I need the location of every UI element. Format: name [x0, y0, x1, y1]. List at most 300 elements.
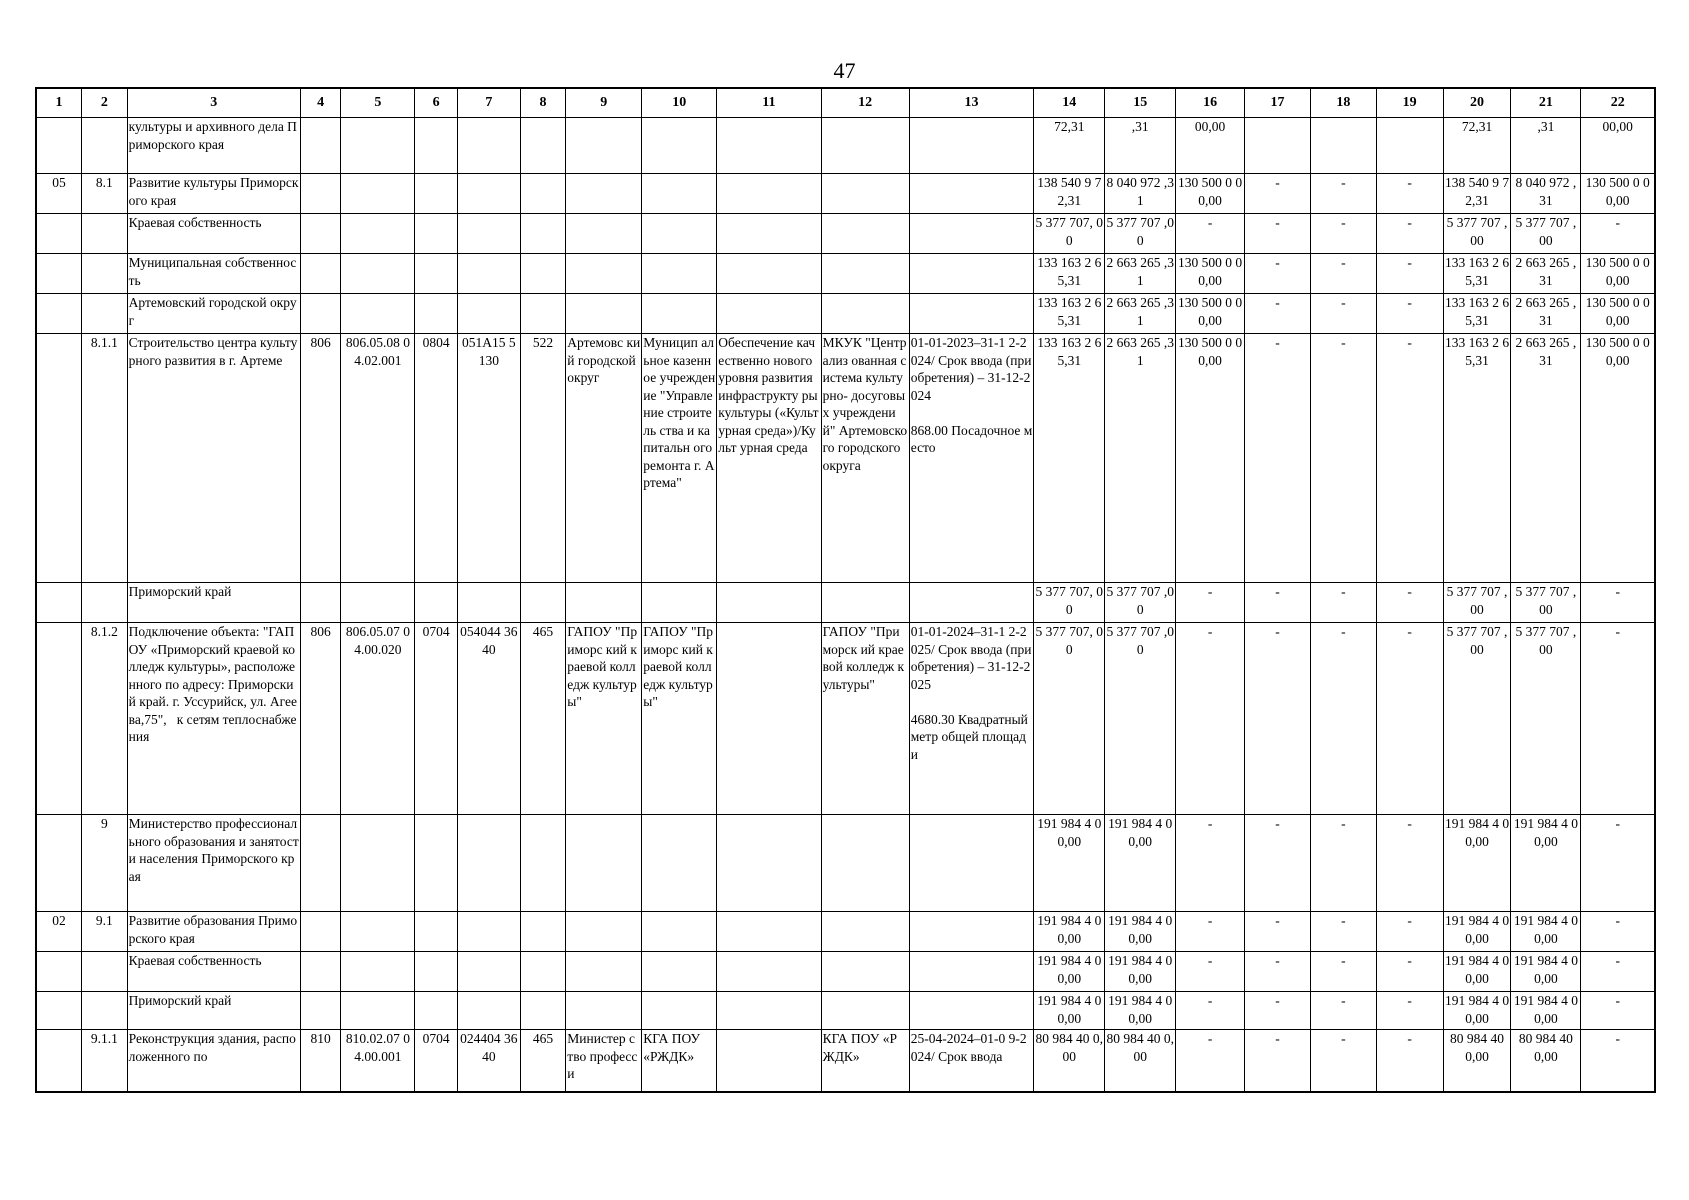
table-cell	[520, 992, 566, 1030]
table-cell	[457, 912, 520, 952]
table-cell	[717, 952, 821, 992]
table-cell	[909, 583, 1034, 623]
table-cell: -	[1176, 952, 1245, 992]
table-cell: Приморский край	[127, 583, 300, 623]
table-cell: 9.1	[82, 912, 128, 952]
table-cell: 054044 3640	[457, 623, 520, 815]
table-cell	[717, 815, 821, 912]
table-cell: Строительство центра культурного развития в г. Артеме	[127, 334, 300, 583]
table-cell: 8.1.1	[82, 334, 128, 583]
table-cell	[457, 118, 520, 174]
table-cell	[36, 334, 82, 583]
table-cell: -	[1376, 214, 1443, 254]
table-row	[36, 912, 1655, 952]
table-cell	[300, 583, 341, 623]
table-cell: -	[1310, 952, 1376, 992]
table-cell	[415, 294, 458, 334]
table-cell	[457, 174, 520, 214]
table-cell: Муниципальная собственность	[127, 254, 300, 294]
table-cell	[520, 952, 566, 992]
table-cell	[717, 174, 821, 214]
column-header: 3	[127, 88, 300, 118]
table-cell	[821, 815, 909, 912]
column-header: 15	[1105, 88, 1176, 118]
table-cell: 5 377 707 ,00	[1511, 214, 1581, 254]
table-cell: ,31	[1105, 118, 1176, 174]
table-cell: -	[1310, 623, 1376, 815]
column-header: 5	[341, 88, 415, 118]
table-cell	[36, 214, 82, 254]
table-cell	[642, 174, 717, 214]
table-cell: 806.05.08 04.02.001	[341, 334, 415, 583]
table-cell: 80 984 40 0,00	[1511, 1030, 1581, 1092]
table-cell: -	[1245, 815, 1311, 912]
column-header: 8	[520, 88, 566, 118]
table-cell	[36, 583, 82, 623]
table-cell	[909, 174, 1034, 214]
column-header: 17	[1245, 88, 1311, 118]
investment-table	[35, 87, 1656, 1093]
table-cell: КГА ПОУ «РЖДК»	[642, 1030, 717, 1092]
table-cell: -	[1245, 334, 1311, 583]
table-cell: 191 984 4 00,00	[1034, 992, 1105, 1030]
table-cell	[1376, 118, 1443, 174]
table-cell: 133 163 2 65,31	[1443, 294, 1511, 334]
table-row	[36, 952, 1655, 992]
table-cell	[909, 254, 1034, 294]
table-row	[36, 583, 1655, 623]
table-cell	[457, 952, 520, 992]
page-number: 47	[833, 58, 856, 83]
table-cell: -	[1245, 912, 1311, 952]
table-cell	[341, 815, 415, 912]
table-cell: 191 984 4 00,00	[1511, 815, 1581, 912]
column-header: 20	[1443, 88, 1511, 118]
table-cell	[341, 174, 415, 214]
table-cell: 02	[36, 912, 82, 952]
table-cell: 191 984 4 00,00	[1105, 912, 1176, 952]
table-cell: Артемовс кий городской округ	[566, 334, 642, 583]
table-cell	[341, 254, 415, 294]
table-cell: 9	[82, 815, 128, 912]
table-row	[36, 214, 1655, 254]
table-cell: 191 984 4 00,00	[1511, 912, 1581, 952]
table-cell: 191 984 4 00,00	[1105, 815, 1176, 912]
table-cell	[82, 294, 128, 334]
table-cell	[520, 174, 566, 214]
table-cell: -	[1376, 334, 1443, 583]
table-cell	[341, 118, 415, 174]
table-row	[36, 992, 1655, 1030]
column-header: 13	[909, 88, 1034, 118]
table-cell: ГАПОУ "Приморск ий краевой колледж культуры"	[821, 623, 909, 815]
table-cell: 00,00	[1176, 118, 1245, 174]
table-cell: 465	[520, 1030, 566, 1092]
table-row	[36, 1030, 1655, 1092]
table-cell	[642, 992, 717, 1030]
table-cell	[341, 294, 415, 334]
table-cell	[821, 174, 909, 214]
table-cell: 0804	[415, 334, 458, 583]
table-cell: 130 500 0 00,00	[1581, 334, 1655, 583]
table-cell: 00,00	[1581, 118, 1655, 174]
table-cell	[82, 214, 128, 254]
table-cell	[300, 118, 341, 174]
table-cell: Обеспечение качественно нового уровня развития инфраструкту ры культуры («Культурная среда»)/Культ урная среда	[717, 334, 821, 583]
table-cell: 130 500 0 00,00	[1176, 334, 1245, 583]
table-cell: Приморский край	[127, 992, 300, 1030]
table-cell: 5 377 707 ,00	[1105, 623, 1176, 815]
header-row	[36, 88, 1655, 118]
table-cell	[909, 815, 1034, 912]
table-cell: 024404 3640	[457, 1030, 520, 1092]
table-cell	[717, 623, 821, 815]
table-cell: 191 984 4 00,00	[1034, 952, 1105, 992]
table-cell: Развитие культуры Приморского края	[127, 174, 300, 214]
column-header: 10	[642, 88, 717, 118]
table-row	[36, 174, 1655, 214]
table-cell: 522	[520, 334, 566, 583]
table-cell	[300, 815, 341, 912]
table-cell: 8.1	[82, 174, 128, 214]
table-cell	[457, 294, 520, 334]
table-cell: 051A15 5130	[457, 334, 520, 583]
table-cell	[717, 583, 821, 623]
table-cell: 191 984 4 00,00	[1511, 952, 1581, 992]
table-cell	[566, 214, 642, 254]
table-cell	[717, 294, 821, 334]
table-cell: -	[1581, 583, 1655, 623]
table-cell: 5 377 707 ,00	[1443, 583, 1511, 623]
table-cell	[1245, 118, 1311, 174]
table-cell: ГАПОУ "Приморс кий краевой колледж культуры"	[642, 623, 717, 815]
table-cell: 191 984 4 00,00	[1443, 912, 1511, 952]
table-cell: 8 040 972 ,31	[1105, 174, 1176, 214]
table-cell: Подключение объекта: "ГАПОУ «Приморский краевой колледж культуры», расположенного по адресу: Приморский край. г. Уссурийск, ул. Агеева,75", к сетям теплоснабжения	[127, 623, 300, 815]
table-cell: 01-01-2023–31-1 2-2024/ Срок ввода (приобретения) – 31-12-2024 868.00 Посадочное место	[909, 334, 1034, 583]
table-cell	[520, 118, 566, 174]
table-cell	[566, 912, 642, 952]
table-cell: 133 163 2 65,31	[1443, 254, 1511, 294]
column-header: 14	[1034, 88, 1105, 118]
table-cell	[415, 174, 458, 214]
table-cell: 810	[300, 1030, 341, 1092]
table-cell: -	[1176, 912, 1245, 952]
table-cell: 806	[300, 623, 341, 815]
table-row	[36, 118, 1655, 174]
table-cell: -	[1245, 992, 1311, 1030]
table-cell: 191 984 4 00,00	[1105, 992, 1176, 1030]
table-cell: 9.1.1	[82, 1030, 128, 1092]
table-cell	[341, 912, 415, 952]
table-cell	[300, 294, 341, 334]
table-cell: -	[1310, 992, 1376, 1030]
table-cell: 05	[36, 174, 82, 214]
table-cell: Министерство профессионального образования и занятости населения Приморского края	[127, 815, 300, 912]
table-cell: -	[1310, 815, 1376, 912]
table-cell: -	[1310, 294, 1376, 334]
table-cell: 138 540 9 72,31	[1443, 174, 1511, 214]
column-header: 4	[300, 88, 341, 118]
table-cell: -	[1581, 623, 1655, 815]
table-cell: Краевая собственность	[127, 952, 300, 992]
table-cell	[566, 254, 642, 294]
table-cell: -	[1376, 912, 1443, 952]
table-cell	[1310, 118, 1376, 174]
table-cell	[821, 294, 909, 334]
table-cell	[36, 992, 82, 1030]
table-cell	[82, 992, 128, 1030]
table-cell: 191 984 4 00,00	[1443, 992, 1511, 1030]
table-cell: 133 163 2 65,31	[1034, 254, 1105, 294]
table-cell	[300, 214, 341, 254]
table-cell: -	[1581, 815, 1655, 912]
table-cell	[300, 912, 341, 952]
table-cell: 191 984 4 00,00	[1443, 952, 1511, 992]
table-cell: 8 040 972 ,31	[1511, 174, 1581, 214]
table-cell	[36, 815, 82, 912]
table-cell	[566, 992, 642, 1030]
table-cell: 2 663 265 ,31	[1105, 254, 1176, 294]
table-cell	[457, 815, 520, 912]
table-cell: 130 500 0 00,00	[1176, 294, 1245, 334]
table-cell: МКУК "Централиз ованная система культурно- досуговых учреждени й" Артемовско го городского округа	[821, 334, 909, 583]
column-header: 21	[1511, 88, 1581, 118]
table-cell: 5 377 707 ,00	[1511, 583, 1581, 623]
table-cell	[82, 254, 128, 294]
table-cell	[566, 952, 642, 992]
table-cell: -	[1176, 623, 1245, 815]
table-cell	[821, 254, 909, 294]
table-cell	[341, 214, 415, 254]
table-cell	[821, 583, 909, 623]
table-cell: 191 984 4 00,00	[1443, 815, 1511, 912]
table-cell	[415, 815, 458, 912]
table-cell	[520, 214, 566, 254]
table-cell: -	[1581, 1030, 1655, 1092]
table-cell	[300, 952, 341, 992]
table-cell: 8.1.2	[82, 623, 128, 815]
table-cell	[36, 623, 82, 815]
table-cell	[821, 952, 909, 992]
table-cell: 2 663 265 ,31	[1105, 294, 1176, 334]
table-cell: 2 663 265 ,31	[1511, 294, 1581, 334]
table-cell: 80 984 40 0,00	[1443, 1030, 1511, 1092]
table-cell: -	[1581, 912, 1655, 952]
table-cell: 5 377 707 ,00	[1105, 583, 1176, 623]
table-cell	[717, 912, 821, 952]
table-cell: -	[1376, 952, 1443, 992]
table-row	[36, 623, 1655, 815]
column-header: 6	[415, 88, 458, 118]
table-cell	[36, 1030, 82, 1092]
table-cell	[36, 118, 82, 174]
table-cell: 191 984 4 00,00	[1105, 952, 1176, 992]
table-cell: -	[1581, 992, 1655, 1030]
table-cell: -	[1310, 174, 1376, 214]
table-cell: -	[1245, 214, 1311, 254]
table-cell	[36, 254, 82, 294]
table-cell	[717, 118, 821, 174]
table-cell: -	[1376, 815, 1443, 912]
column-header: 19	[1376, 88, 1443, 118]
table-cell	[82, 118, 128, 174]
table-cell: -	[1376, 1030, 1443, 1092]
table-cell: -	[1176, 214, 1245, 254]
table-cell	[457, 214, 520, 254]
table-cell: 2 663 265 ,31	[1511, 334, 1581, 583]
table-cell: -	[1581, 214, 1655, 254]
table-cell: 2 663 265 ,31	[1511, 254, 1581, 294]
table-cell: -	[1176, 583, 1245, 623]
table-cell	[717, 992, 821, 1030]
table-cell: 5 377 707, 00	[1034, 583, 1105, 623]
table-cell	[415, 912, 458, 952]
table-cell: 133 163 2 65,31	[1443, 334, 1511, 583]
table-cell	[82, 583, 128, 623]
table-cell	[909, 118, 1034, 174]
table-cell: -	[1245, 952, 1311, 992]
table-cell	[566, 174, 642, 214]
table-cell: -	[1376, 583, 1443, 623]
table-cell	[642, 214, 717, 254]
table-cell	[717, 1030, 821, 1092]
table-cell: КГА ПОУ «РЖДК»	[821, 1030, 909, 1092]
table-cell: 72,31	[1443, 118, 1511, 174]
column-header: 2	[82, 88, 128, 118]
column-header: 11	[717, 88, 821, 118]
table-cell: 130 500 0 00,00	[1581, 294, 1655, 334]
table-cell	[821, 118, 909, 174]
table-cell: -	[1310, 912, 1376, 952]
table-cell: 80 984 40 0,00	[1034, 1030, 1105, 1092]
table-cell: 5 377 707 ,00	[1443, 214, 1511, 254]
table-cell: 810.02.07 04.00.001	[341, 1030, 415, 1092]
table-cell	[341, 992, 415, 1030]
table-cell: -	[1310, 334, 1376, 583]
table-cell	[642, 952, 717, 992]
table-cell: -	[1310, 254, 1376, 294]
table-cell: Краевая собственность	[127, 214, 300, 254]
table-cell	[566, 815, 642, 912]
table-cell: 465	[520, 623, 566, 815]
table-cell	[520, 583, 566, 623]
table-cell	[717, 254, 821, 294]
table-cell	[821, 912, 909, 952]
table-cell: 80 984 40 0,00	[1105, 1030, 1176, 1092]
table-cell	[415, 952, 458, 992]
table-cell	[821, 992, 909, 1030]
table-cell: ,31	[1511, 118, 1581, 174]
table-cell: Развитие образования Приморского края	[127, 912, 300, 952]
table-cell	[415, 992, 458, 1030]
table-cell	[341, 952, 415, 992]
table-cell: 138 540 9 72,31	[1034, 174, 1105, 214]
table-cell: 5 377 707, 00	[1034, 214, 1105, 254]
table-cell: -	[1310, 214, 1376, 254]
table-cell: 5 377 707 ,00	[1511, 623, 1581, 815]
table-cell: 191 984 4 00,00	[1511, 992, 1581, 1030]
table-cell: 191 984 4 00,00	[1034, 815, 1105, 912]
table-cell	[821, 214, 909, 254]
table-cell	[566, 294, 642, 334]
table-cell	[457, 583, 520, 623]
table-cell: 01-01-2024–31-1 2-2025/ Срок ввода (приобретения) – 31-12-2025 4680.30 Квадратный метр общей площади	[909, 623, 1034, 815]
table-cell	[415, 583, 458, 623]
table-cell	[717, 214, 821, 254]
table-cell	[642, 912, 717, 952]
table-cell: -	[1245, 174, 1311, 214]
table-cell: -	[1581, 952, 1655, 992]
table-cell	[520, 815, 566, 912]
column-header: 9	[566, 88, 642, 118]
table-cell: -	[1376, 992, 1443, 1030]
table-row	[36, 294, 1655, 334]
table-cell: -	[1176, 992, 1245, 1030]
table-cell	[909, 912, 1034, 952]
table-row	[36, 254, 1655, 294]
table-cell: -	[1376, 623, 1443, 815]
table-cell: -	[1245, 623, 1311, 815]
table-cell: 25-04-2024–01-0 9-2024/ Срок ввода	[909, 1030, 1034, 1092]
table-cell: -	[1376, 174, 1443, 214]
table-cell: 133 163 2 65,31	[1034, 334, 1105, 583]
table-cell	[642, 583, 717, 623]
column-header: 7	[457, 88, 520, 118]
table-cell: 806.05.07 04.00.020	[341, 623, 415, 815]
column-header: 1	[36, 88, 82, 118]
table-cell: -	[1310, 583, 1376, 623]
table-cell	[909, 952, 1034, 992]
table-cell	[300, 174, 341, 214]
table-cell	[300, 992, 341, 1030]
table-cell: 130 500 0 00,00	[1176, 254, 1245, 294]
table-cell	[642, 254, 717, 294]
table-cell	[341, 583, 415, 623]
table-cell: 130 500 0 00,00	[1581, 174, 1655, 214]
table-cell	[642, 294, 717, 334]
table-cell	[36, 952, 82, 992]
table-cell: -	[1245, 1030, 1311, 1092]
table-cell: 133 163 2 65,31	[1034, 294, 1105, 334]
table-cell	[642, 118, 717, 174]
table-cell	[415, 214, 458, 254]
table-cell: 5 377 707, 00	[1034, 623, 1105, 815]
table-cell: -	[1376, 294, 1443, 334]
table-cell: 72,31	[1034, 118, 1105, 174]
table-cell: 191 984 4 00,00	[1034, 912, 1105, 952]
table-cell: Министер ство професси	[566, 1030, 642, 1092]
table-cell	[566, 583, 642, 623]
table-cell	[415, 254, 458, 294]
table-cell: 130 500 0 00,00	[1176, 174, 1245, 214]
table-cell: -	[1245, 583, 1311, 623]
table-cell	[415, 118, 458, 174]
table-cell: -	[1310, 1030, 1376, 1092]
table-cell: 0704	[415, 623, 458, 815]
table-cell: -	[1176, 1030, 1245, 1092]
table-cell: 2 663 265 ,31	[1105, 334, 1176, 583]
table-cell	[909, 214, 1034, 254]
table-cell: 5 377 707 ,00	[1443, 623, 1511, 815]
table-cell	[36, 294, 82, 334]
table-cell: -	[1376, 254, 1443, 294]
table-cell: -	[1176, 815, 1245, 912]
table-cell	[520, 254, 566, 294]
column-header: 22	[1581, 88, 1655, 118]
table-cell	[457, 992, 520, 1030]
table-cell: 0704	[415, 1030, 458, 1092]
